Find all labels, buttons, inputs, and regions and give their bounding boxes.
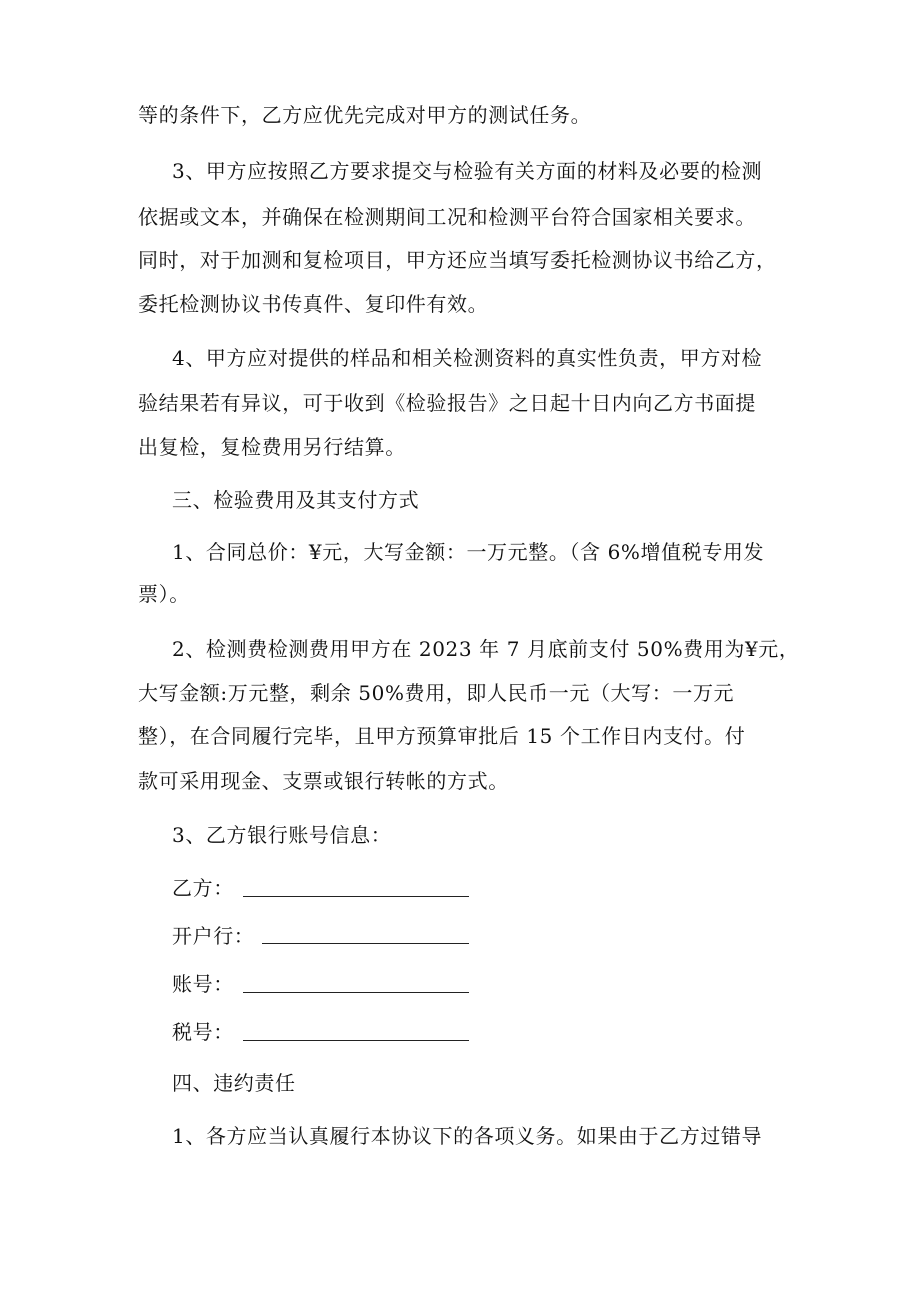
bank-field-label-bank: 开户行： xyxy=(172,924,255,948)
bank-field-label-tax: 税号： xyxy=(172,1020,234,1044)
paragraph-line: 大写金额:万元整，剩余 50%费用，即人民币一元（大写：一万元 xyxy=(138,681,735,705)
paragraph-line: 同时，对于加测和复检项目，甲方还应当填写委托检测协议书给乙方， xyxy=(138,248,777,272)
paragraph-line: 委托检测协议书传真件、复印件有效。 xyxy=(138,292,489,316)
paragraph-line: 依据或文本，并确保在检测期间工况和检测平台符合国家相关要求。 xyxy=(138,205,756,229)
paragraph-line: 2、检测费检测费用甲方在 2023 年 7 月底前支付 50%费用为¥元， xyxy=(172,637,800,661)
paragraph-line: 出复检，复检费用另行结算。 xyxy=(138,435,406,459)
bank-name-fill-line xyxy=(262,943,469,944)
bank-field-label-account: 账号： xyxy=(172,972,234,996)
paragraph-line: 票）。 xyxy=(138,582,190,606)
party-b-fill-line xyxy=(243,896,469,897)
paragraph-line: 1、合同总价：¥元，大写金额：一万元整。（含 6%增值税专用发 xyxy=(172,540,765,564)
paragraph-line: 款可采用现金、支票或银行转帐的方式。 xyxy=(138,769,509,793)
bank-field-label-party-b: 乙方： xyxy=(172,876,234,900)
paragraph-line: 等的条件下，乙方应优先完成对甲方的测试任务。 xyxy=(138,103,592,127)
tax-number-fill-line xyxy=(243,1040,469,1041)
account-fill-line xyxy=(243,992,469,993)
paragraph-line: 整），在合同履行完毕，且甲方预算审批后 15 个工作日内支付。付 xyxy=(138,724,746,748)
section-heading: 四、违约责任 xyxy=(172,1071,296,1095)
section-heading: 三、检验费用及其支付方式 xyxy=(172,488,420,512)
paragraph-line: 验结果若有异议，可于收到《检验报告》之日起十日内向乙方书面提 xyxy=(138,391,756,415)
paragraph-line: 1、各方应当认真履行本协议下的各项义务。如果由于乙方过错导 xyxy=(172,1124,763,1148)
paragraph-line: 3、乙方银行账号信息： xyxy=(172,823,392,847)
paragraph-line: 4、甲方应对提供的样品和相关检测资料的真实性负责，甲方对检 xyxy=(172,346,763,370)
paragraph-line: 3、甲方应按照乙方要求提交与检验有关方面的材料及必要的检测 xyxy=(172,159,763,183)
